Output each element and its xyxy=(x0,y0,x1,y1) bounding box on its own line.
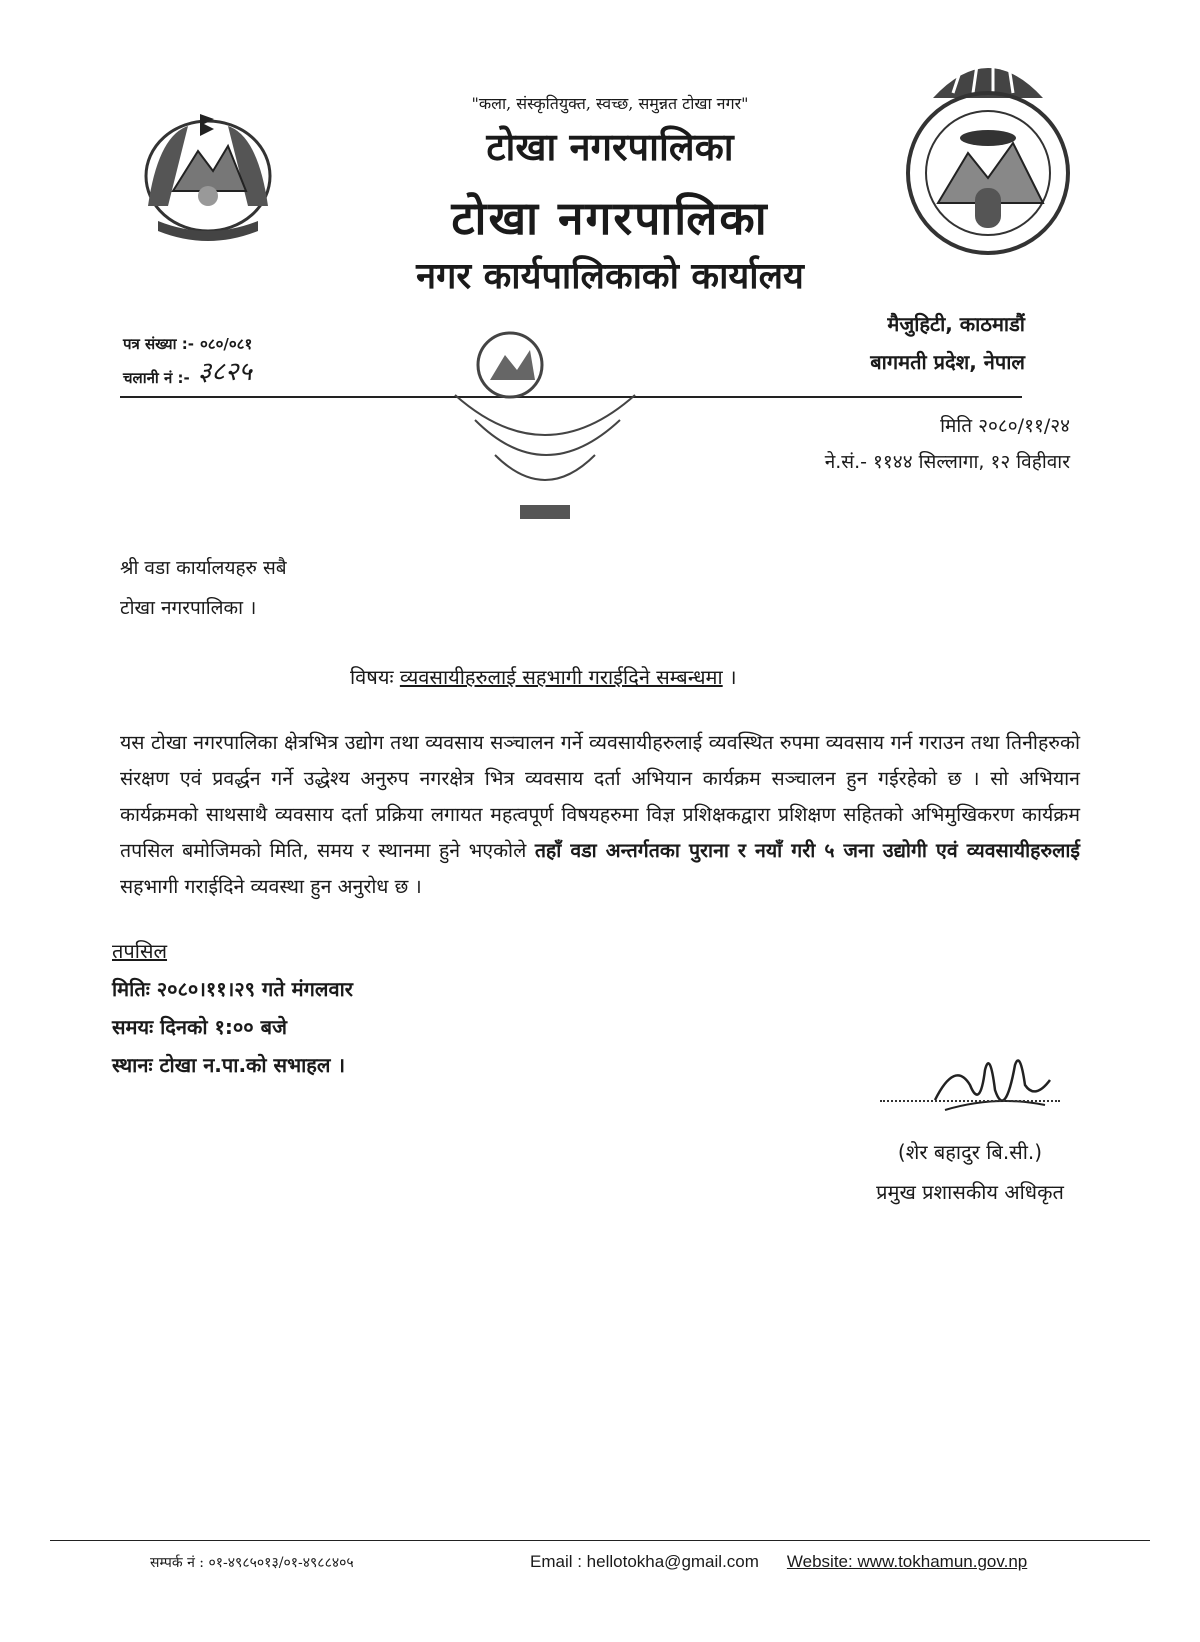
recipient-line-1: श्री वडा कार्यालयहरु सबै xyxy=(120,557,287,579)
address-line-2: बागमती प्रदेश, नेपाल xyxy=(870,350,1025,374)
body-paragraph xyxy=(120,725,1080,905)
municipality-logo-icon xyxy=(893,38,1083,278)
letter-no-label: पत्र संख्या :- xyxy=(123,335,194,353)
schedule-date: मितिः २०८०।११।२९ गते मंगलवार xyxy=(112,977,353,1001)
letter-no: ०८०/०८१ xyxy=(199,335,253,353)
subject-line xyxy=(350,663,737,690)
signature-icon xyxy=(925,1040,1055,1130)
recipient-line-2: टोखा नगरपालिका । xyxy=(120,597,257,619)
footer-website-link[interactable]: Website: www.tokhamun.gov.np xyxy=(786,1552,1028,1571)
letter-date: मिति २०८०/११/२४ xyxy=(940,415,1070,437)
signatory-block xyxy=(840,1132,1100,1212)
body-part-2-bold: तहाँ वडा अन्तर्गतका पुराना र नयाँ गरी ५ जना उद्योगी एवं व्यवसायीहरुलाई xyxy=(534,839,1081,862)
nepal-emblem-icon xyxy=(128,96,288,246)
address-line-1: मैजुहिटी, काठमाडौं xyxy=(887,312,1025,336)
signature-line xyxy=(880,1100,1060,1102)
office-title: नगर कार्यपालिकाको कार्यालय xyxy=(416,256,804,297)
reference-block xyxy=(123,320,252,388)
subject-end: । xyxy=(722,665,737,689)
subject-text: व्यवसायीहरुलाई सहभागी गराईदिने सम्बन्धमा xyxy=(399,665,723,689)
municipality-name: टोखा नगरपालिका xyxy=(486,125,734,169)
schedule-block xyxy=(112,932,353,1084)
body-part-1: यस टोखा नगरपालिका क्षेत्रभित्र उद्योग तथा व्यवसाय सञ्चालन गर्ने व्यवसायीहरुलाई व्यवस्थित रुपमा व्यवसाय गर्न गराउन तथा तिनीहरुको संरक्षण एवं प्रवर्द्धन गर्ने उद्धेश्य अनुरुप नगरक्षेत्र भित्र व्यवसाय दर्ता अभियान कार्यक्रम सञ्चालन हुन गईरहेको छ । सो अभियान कार्यक्रमको साथसाथै व्यवसाय दर्ता प्रक्रिया लगायत महत्वपूर्ण विषयहरुमा विज्ञ प्रशिक्षकद्वारा प्रशिक्षण सहितको अभिमुखिकरण कार्यक्रम तपसिल बमोजिमको मिति, समय र स्थानमा हुने भएकोले xyxy=(120,731,1080,862)
footer-divider xyxy=(50,1540,1150,1541)
date-block xyxy=(825,408,1070,480)
office-address xyxy=(870,305,1025,381)
footer xyxy=(150,1552,1140,1572)
office-stamp-icon xyxy=(445,325,650,535)
schedule-place: स्थानः टोखा न.पा.को सभाहल । xyxy=(112,1053,346,1077)
subject-label: विषयः xyxy=(350,665,394,689)
signatory-name: (शेर बहादुर बि.सी.) xyxy=(897,1140,1043,1164)
schedule-time: समयः दिनको १:०० बजे xyxy=(112,1015,287,1039)
nepal-sambat-date: ने.सं.- ११४४ सिल्लागा, १२ विहीवार xyxy=(824,451,1070,473)
schedule-heading: तपसिल xyxy=(112,939,168,963)
motto-text: "कला, संस्कृतियुक्त, स्वच्छ, समुन्नत टोखा नगर" xyxy=(471,94,749,113)
footer-contact: सम्पर्क नं : ०१-४९८५०१३/०१-४९८८४०५ xyxy=(150,1555,354,1571)
dispatch-label: चलानी नं :- xyxy=(123,369,190,387)
signatory-title: प्रमुख प्रशासकीय अधिकृत xyxy=(876,1180,1064,1204)
dispatch-no: ३८२५ xyxy=(197,357,252,387)
recipient-block xyxy=(120,548,287,628)
municipality-name-script: टोखा नगरपालिका xyxy=(451,191,769,245)
footer-email[interactable]: Email : hellotokha@gmail.com xyxy=(530,1552,759,1571)
body-part-3: सहभागी गराईदिने व्यवस्था हुन अनुरोध छ । xyxy=(120,875,422,898)
